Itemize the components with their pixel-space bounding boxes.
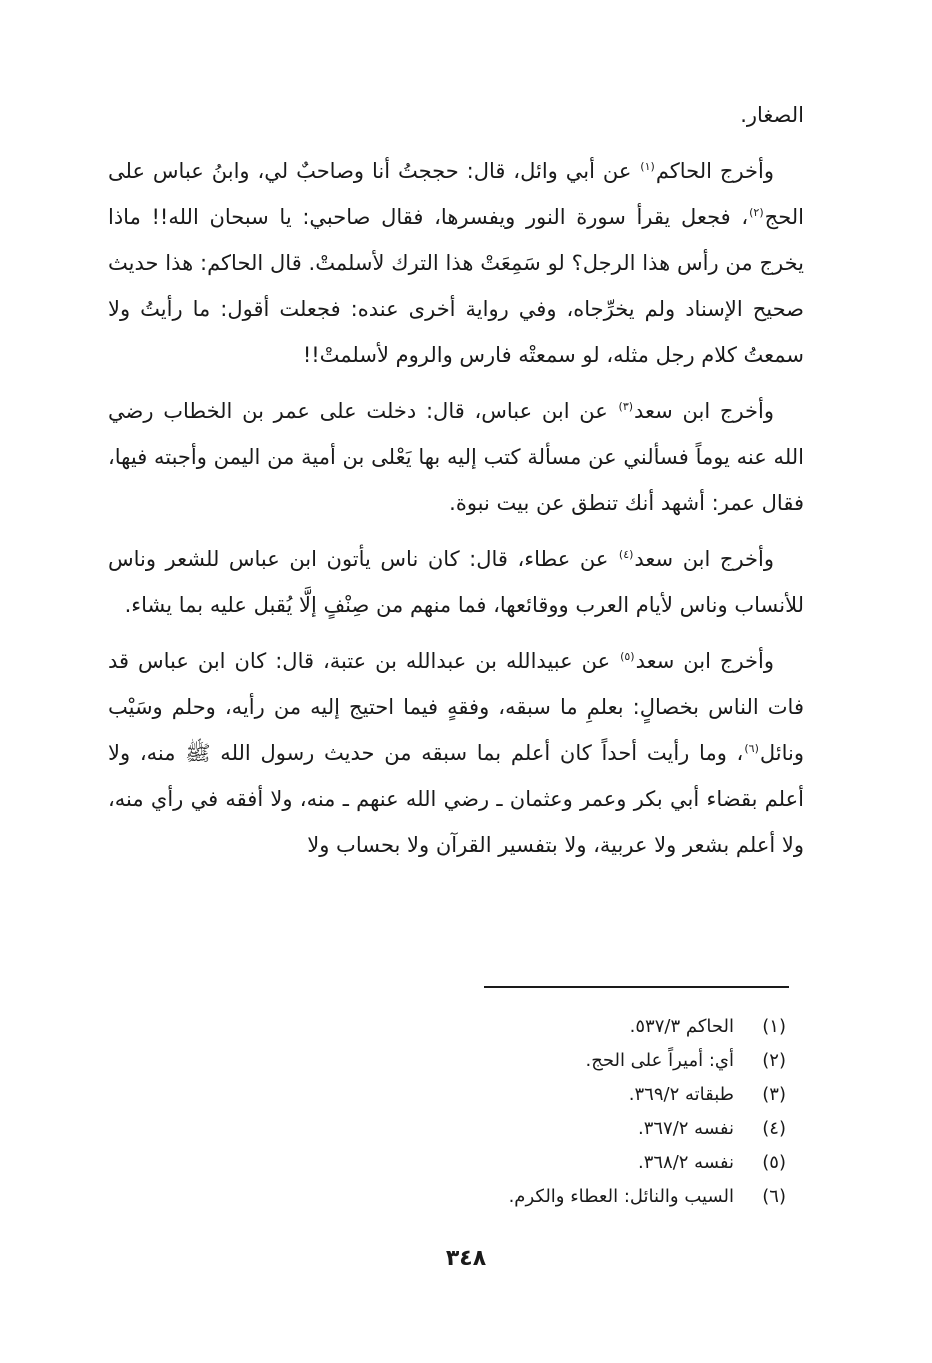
text-segment: عن عطاء، قال: كان ناس يأتون ابن عباس للشعر وناس للأنساب وناس لأيام العرب ووقائعها، فما منهم من صِنْفٍ إلَّا يُقبل عليه بما يشاء. [108, 547, 804, 617]
text-segment: وأخرج ابن سعد [634, 547, 774, 571]
text-segment: ، وما رأيت أحداً كان أعلم بما سبقه من حديث رسول الله ﷺ منه، ولا أعلم بقضاء أبي بكر وعمر وعثمان ـ رضي الله عنهم ـ منه، ولا أفقه في رأي منه، ولا أعلم بشعر ولا عربية، ولا بتفسير القرآن ولا بحساب ولا [108, 741, 804, 857]
footnote-number: (١) [762, 1016, 786, 1037]
footnote-reference: (١) [640, 160, 655, 173]
text-segment: وأخرج الحاكم [655, 159, 774, 183]
footnote-item [266, 1044, 786, 1078]
footnote-text: الحاكم ٥٣٧/٣. [629, 1016, 734, 1037]
footnote-separator [484, 986, 789, 988]
footnote-item [266, 1112, 786, 1146]
footnote-number: (٦) [762, 1186, 786, 1207]
text-segment: ، فجعل يقرأ سورة النور ويفسرها، فقال صاحبي: يا سبحان الله!! ماذا يخرج من رأس هذا الرجل؟ لو سَمِعَتْ هذا الترك لأسلمتْ. قال الحاكم: هذا حديث صحيح الإسناد ولم يخرِّجاه، وفي رواية أخرى عنده: فجعلت أقول: ما رأيتُ ولا سمعتُ كلام رجل مثله، لو سمعتْه فارس والروم لأسلمتْ!! [108, 205, 804, 367]
footnote-item [266, 1180, 786, 1214]
text-segment: عن أبي وائل، قال: حججتُ أنا وصاحبٌ لي، وابنُ عباس على الحج [108, 159, 804, 229]
footnote-number: (٥) [762, 1152, 786, 1173]
paragraph [108, 92, 804, 138]
footnote-text: نفسه ٣٦٨/٢. [637, 1152, 734, 1173]
text-segment: عن ابن عباس، قال: دخلت على عمر بن الخطاب رضي الله عنه يوماً فسألني عن مسألة كتب إليه بها يَعْلى بن أمية من اليمن وأجبته فيها، فقال عمر: أشهد أنك تنطق عن بيت نبوة. [108, 399, 804, 515]
paragraph [108, 638, 804, 868]
footnote-reference: (٢) [749, 206, 764, 219]
main-text [108, 92, 804, 878]
text-segment: وأخرج ابن سعد [635, 649, 774, 673]
page-number: ٣٤٨ [445, 1246, 487, 1271]
footnote-text: طبقاته ٣٦٩/٢. [628, 1084, 734, 1105]
footnote-item [266, 1146, 786, 1180]
footnote-reference: (٤) [618, 548, 634, 561]
footnote-text: السيب والنائل: العطاء والكرم. [508, 1186, 734, 1207]
paragraph [108, 536, 804, 628]
footnote-text: نفسه ٣٦٧/٢. [637, 1118, 734, 1139]
footnote-reference: (٦) [744, 742, 759, 755]
footnote-item [266, 1010, 786, 1044]
text-segment: عن عبيدالله بن عبدالله بن عتبة، قال: كان ابن عباس قد فات الناس بخصالٍ: بعلمِ ما سبقه، وفقهٍ فيما احتيج إليه من رأيه، وحلم وسَيْب ونائل [108, 649, 804, 765]
footnote-reference: (٥) [620, 650, 635, 663]
text-segment: وأخرج ابن سعد [634, 399, 774, 423]
text-segment: الصغار. [740, 103, 804, 127]
paragraph [108, 148, 804, 378]
paragraph [108, 388, 804, 526]
footnote-reference: (٣) [618, 400, 634, 413]
footnote-item [266, 1078, 786, 1112]
footnotes-list [266, 1010, 786, 1214]
footnote-number: (٢) [762, 1050, 786, 1071]
footnote-number: (٣) [762, 1084, 786, 1105]
footnote-number: (٤) [762, 1118, 786, 1139]
footnote-text: أي: أميراً على الحج. [585, 1050, 734, 1071]
